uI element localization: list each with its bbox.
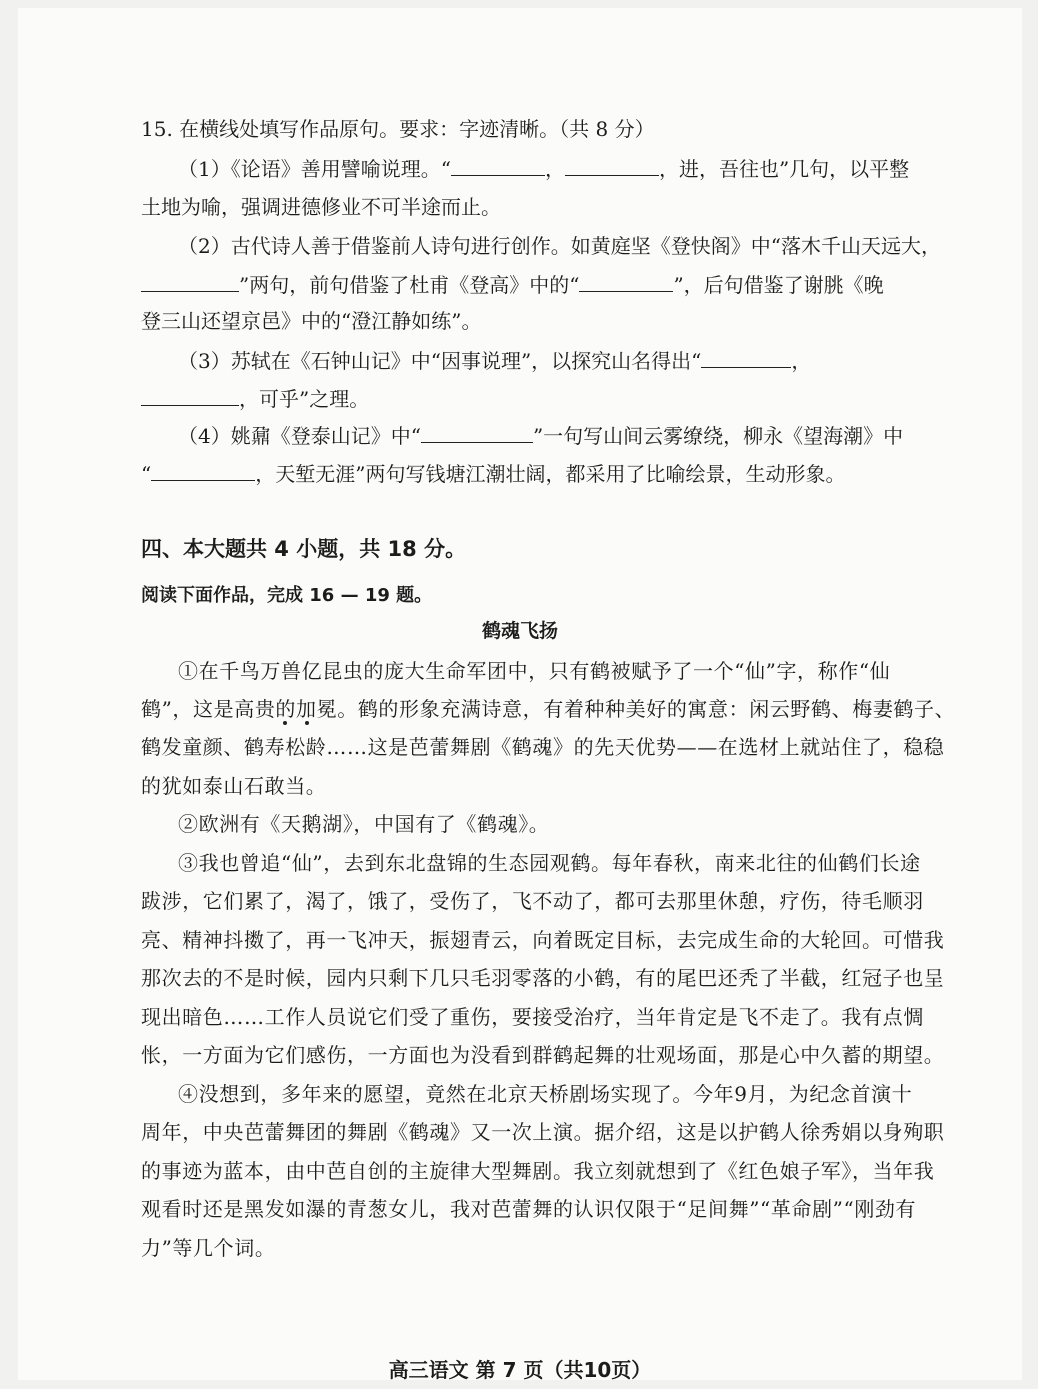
answer-blank[interactable] [579, 271, 673, 292]
answer-blank[interactable] [141, 271, 239, 292]
article-line: ④没想到，多年来的愿望，竟然在北京天桥剧场实现了。今年9月，为纪念首演十 [178, 1082, 913, 1106]
emphasis-dot [305, 721, 309, 725]
article-line: 观看时还是黑发如瀑的青葱女儿，我对芭蕾舞的认识仅限于“足间舞”“革命剧”“刚劲有 [141, 1197, 917, 1221]
emphasis-dot [283, 721, 287, 725]
article-line: 现出暗色……工作人员说它们受了重伤，要接受治疗，当年肯定是飞不走了。我有点惆 [141, 1005, 924, 1029]
text: （1）《论语》善用譬喻说理。“ [178, 157, 451, 181]
q15-p2-line1: （2）古代诗人善于借鉴前人诗句进行创作。如黄庭坚《登快阁》中“落木千山天远大， [178, 234, 941, 258]
q15-p3-line1 [178, 347, 811, 374]
text: ”两句，前句借鉴了杜甫《登高》中的“ [239, 273, 580, 297]
text: “ [141, 462, 152, 486]
text: ”一句写山间云雾缭绕，柳永《望海潮》中 [532, 424, 904, 448]
text: ”，后句借鉴了谢朓《晚 [673, 273, 884, 297]
exam-page [18, 8, 1022, 1380]
text: ，进，吾往也”几句，以平整 [658, 157, 910, 181]
article-line: ②欧洲有《天鹅湖》，中国有了《鹤魂》。 [178, 812, 550, 836]
text: ， [791, 349, 812, 373]
q15-p4-line1 [178, 422, 903, 449]
answer-blank[interactable] [151, 460, 255, 481]
answer-blank[interactable] [565, 155, 659, 176]
article-line: 力”等几个词。 [141, 1236, 276, 1260]
article-line: 跋涉，它们累了，渴了，饿了，受伤了，飞不动了，都可去那里休憩，疗伤，待毛顺羽 [141, 889, 924, 913]
article-line: ①在千鸟万兽亿昆虫的庞大生命军团中，只有鹤被赋予了一个“仙”字，称作“仙 [178, 659, 891, 683]
article-line: 鹤”，这是高贵的加冕。鹤的形象充满诗意，有着种种美好的寓意：闲云野鹤、梅妻鹤子、 [141, 697, 956, 721]
q15-p1-line2: 土地为喻，强调进德修业不可半途而止。 [141, 195, 501, 219]
article-line: ③我也曾追“仙”，去到东北盘锦的生态园观鹤。每年春秋，南来北往的仙鹤们长途 [178, 851, 921, 875]
q15-p3-line2 [141, 385, 369, 412]
section-heading: 四、本大题共 4 小题，共 18 分。 [141, 537, 467, 561]
article-line: 怅，一方面为它们感伤，一方面也为没看到群鹤起舞的壮观场面，那是心中久蓄的期望。 [141, 1043, 945, 1067]
article-title: 鹤魂飞扬 [481, 620, 558, 642]
q15-p2-line2 [141, 271, 884, 298]
text: ， [544, 157, 565, 181]
article-line: 的犹如泰山石敢当。 [141, 774, 327, 798]
text: ，可乎”之理。 [239, 387, 370, 411]
page-footer: 高三语文 第 7 页（共10页） [388, 1358, 652, 1382]
article-line: 的事迹为蓝本，由中芭自创的主旋律大型舞剧。我立刻就想到了《红色娘子军》，当年我 [141, 1159, 935, 1183]
q15-heading: 15. 在横线处填写作品原句。要求：字迹清晰。（共 8 分） [141, 117, 655, 141]
article-line: 鹤发童颜、鹤寿松龄……这是芭蕾舞剧《鹤魂》的先天优势——在选材上就站住了，稳稳 [141, 735, 945, 759]
answer-blank[interactable] [421, 422, 533, 443]
answer-blank[interactable] [451, 155, 545, 176]
text: （4）姚鼐《登泰山记》中“ [178, 424, 421, 448]
answer-blank[interactable] [141, 385, 239, 406]
article-line: 周年，中央芭蕾舞团的舞剧《鹤魂》又一次上演。据介绍，这是以护鹤人徐秀娟以身殉职 [141, 1120, 945, 1144]
answer-blank[interactable] [701, 347, 791, 368]
article-line: 亮、精神抖擞了，再一飞冲天，振翅青云，向着既定目标，去完成生命的大轮回。可惜我 [141, 928, 945, 952]
text: ，天堑无涯”两句写钱塘江潮壮阔，都采用了比喻绘景，生动形象。 [255, 462, 846, 486]
q15-p4-line2 [141, 460, 845, 487]
reading-instruction: 阅读下面作品，完成 16 — 19 题。 [141, 585, 433, 606]
article-line: 那次去的不是时候，园内只剩下几只毛羽零落的小鹤，有的尾巴还秃了半截，红冠子也呈 [141, 966, 945, 990]
text: （3）苏轼在《石钟山记》中“因事说理”，以探究山名得出“ [178, 349, 702, 373]
q15-p2-line3: 登三山还望京邑》中的“澄江静如练”。 [141, 309, 482, 333]
q15-p1-line1 [178, 155, 909, 182]
